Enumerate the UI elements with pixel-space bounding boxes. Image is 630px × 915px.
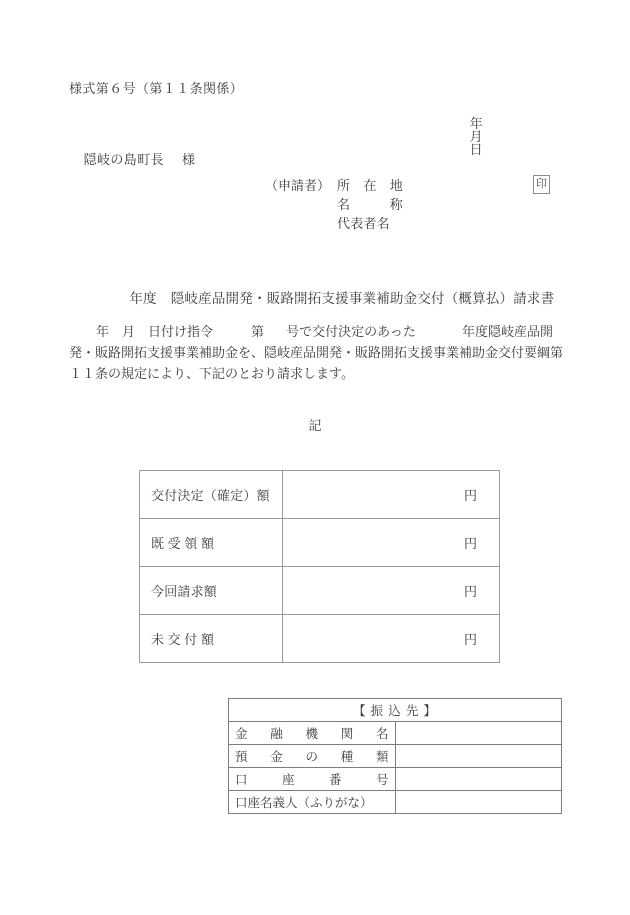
amount-value-unpaid[interactable]: 円 <box>283 615 500 663</box>
body-decision-text: 号で交付決定のあった <box>286 324 416 339</box>
table-row <box>229 699 562 722</box>
applicant-row-address <box>265 175 432 194</box>
body-paragraph <box>69 321 574 384</box>
applicant-row-name <box>265 194 432 213</box>
body-year-label: 年 <box>96 324 110 339</box>
body-number-prefix: 第 <box>251 324 265 339</box>
table-row <box>229 768 562 791</box>
ki-marker: 記 <box>308 418 322 433</box>
table-row <box>229 722 562 745</box>
page-title <box>115 271 554 323</box>
amount-value-grant-decision[interactable]: 円 <box>283 471 500 519</box>
seal-stamp-icon: 印 <box>533 175 550 194</box>
amount-label-unpaid: 未 交 付 額 <box>140 615 283 663</box>
addressee-name: 隠岐の島町長 <box>83 152 165 167</box>
form-number: 様式第６号（第１１条関係） <box>69 81 244 96</box>
amount-value-current-claim[interactable]: 円 <box>283 567 500 615</box>
amount-label-grant-decision: 交付決定（確定）額 <box>140 471 283 519</box>
table-row <box>140 615 500 663</box>
date-day-label: 日 <box>469 142 484 157</box>
amount-label-current-claim: 今回請求額 <box>140 567 283 615</box>
body-order-label: 日付け指令 <box>148 324 214 339</box>
bank-table-header: 【 振 込 先 】 <box>229 699 562 722</box>
date-month-label: 月 <box>469 129 484 144</box>
applicant-block <box>265 175 547 232</box>
bank-label-account-number: 口座番号 <box>229 768 396 791</box>
table-row <box>229 745 562 768</box>
bank-label-account-type: 預金の種類 <box>229 745 396 768</box>
applicant-tag: （申請者） <box>265 178 331 193</box>
table-row <box>140 471 500 519</box>
date-line <box>455 104 505 169</box>
addressee-honorific: 様 <box>182 152 196 167</box>
bank-value-account-holder[interactable] <box>395 791 562 814</box>
date-year-label: 年 <box>469 116 484 131</box>
amount-label-already-received: 既 受 領 額 <box>140 519 283 567</box>
bank-value-account-type[interactable] <box>395 745 562 768</box>
bank-label-institution: 金融機関名 <box>229 722 396 745</box>
bank-label-account-holder: 口座名義人（ふりがな） <box>229 791 396 814</box>
body-line2: 路開拓支援事業補助金を、隠岐産品開発・販路開拓支援事業補助金交付要綱第１１条の <box>69 345 564 381</box>
bank-value-institution[interactable] <box>395 722 562 745</box>
title-fiscal-year-label: 年度 <box>129 291 157 306</box>
body-line3: 規定により、下記のとおり請求します。 <box>121 366 354 381</box>
amount-value-already-received[interactable]: 円 <box>283 519 500 567</box>
applicant-representative-label: 代表者名 <box>337 216 390 231</box>
table-row <box>229 791 562 814</box>
amount-table <box>139 470 500 663</box>
applicant-name-label: 名 称 <box>337 197 404 212</box>
addressee-line <box>69 140 195 179</box>
applicant-address-label: 所 在 地 <box>337 178 404 193</box>
bank-value-account-number[interactable] <box>395 768 562 791</box>
table-row <box>140 519 500 567</box>
body-month-label: 月 <box>122 324 136 339</box>
bank-transfer-table <box>228 698 562 814</box>
body-line1-tail: 年度隠岐産品開発・販 <box>69 324 553 360</box>
title-text: 隠岐産品開発・販路開拓支援事業補助金交付（概算払）請求書 <box>170 291 555 306</box>
table-row <box>140 567 500 615</box>
